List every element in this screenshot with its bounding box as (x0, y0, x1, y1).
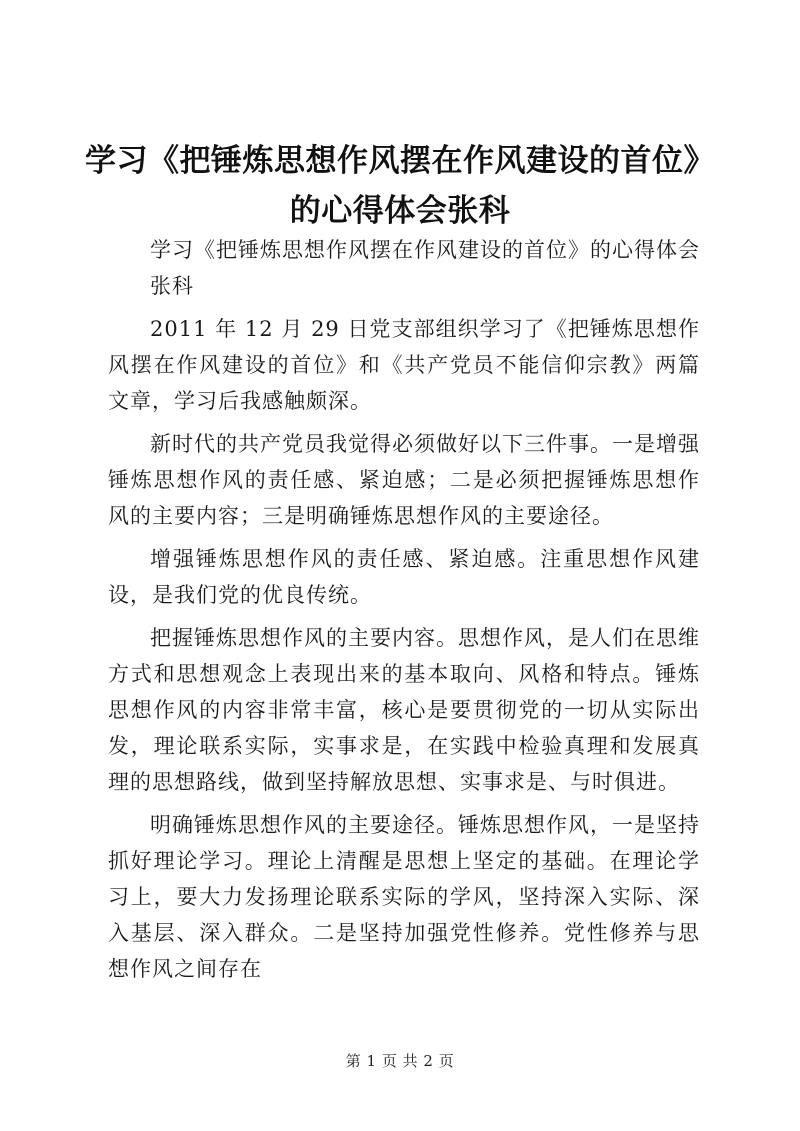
paragraph-subtitle: 学习《把锤炼思想作风摆在作风建设的首位》的心得体会 (150, 238, 700, 262)
paragraph: 新时代的共产党员我觉得必须做好以下三件事。一是增强锤炼思想作风的责任感、紧迫感；二是必须把握锤炼思想作风的主要内容；三是明确锤炼思想作风的主要途径。 (108, 432, 700, 528)
paragraph-author: 张科 (150, 274, 194, 298)
paragraph: 把握锤炼思想作风的主要内容。思想作风，是人们在思维方式和思想观念上表现出来的基本取向、风格和特点。锤炼思想作风的内容非常丰富，核心是要贯彻党的一切从实际出发，理论联系实际，实事求是，在实践中检验真理和发展真理的思想路线，做到坚持解放思想、实事求是、与时俱进。 (108, 626, 700, 794)
paragraph: 2011 年 12 月 29 日党支部组织学习了《把锤炼思想作风摆在作风建设的首位》和《共产党员不能信仰宗教》两篇文章，学习后我感触颇深。 (108, 317, 700, 413)
paragraph: 明确锤炼思想作风的主要途径。锤炼思想作风，一是坚持抓好理论学习。理论上清醒是思想上坚定的基础。在理论学习上，要大力发扬理论联系实际的学风，坚持深入实际、深入基层、深入群众。二是坚持加强党性修养。党性修养与思想作风之间存在 (108, 813, 700, 981)
page-footer: 第 1 页 共 2 页 (345, 1052, 455, 1070)
document-title (60, 136, 740, 236)
title-line-2: 的心得体会张科 (289, 193, 511, 229)
document-body (108, 232, 700, 987)
title-line-1: 学习《把锤炼思想作风摆在作风建设的首位》 (85, 143, 715, 179)
paragraph: 增强锤炼思想作风的责任感、紧迫感。注重思想作风建设，是我们党的优良传统。 (108, 547, 700, 607)
